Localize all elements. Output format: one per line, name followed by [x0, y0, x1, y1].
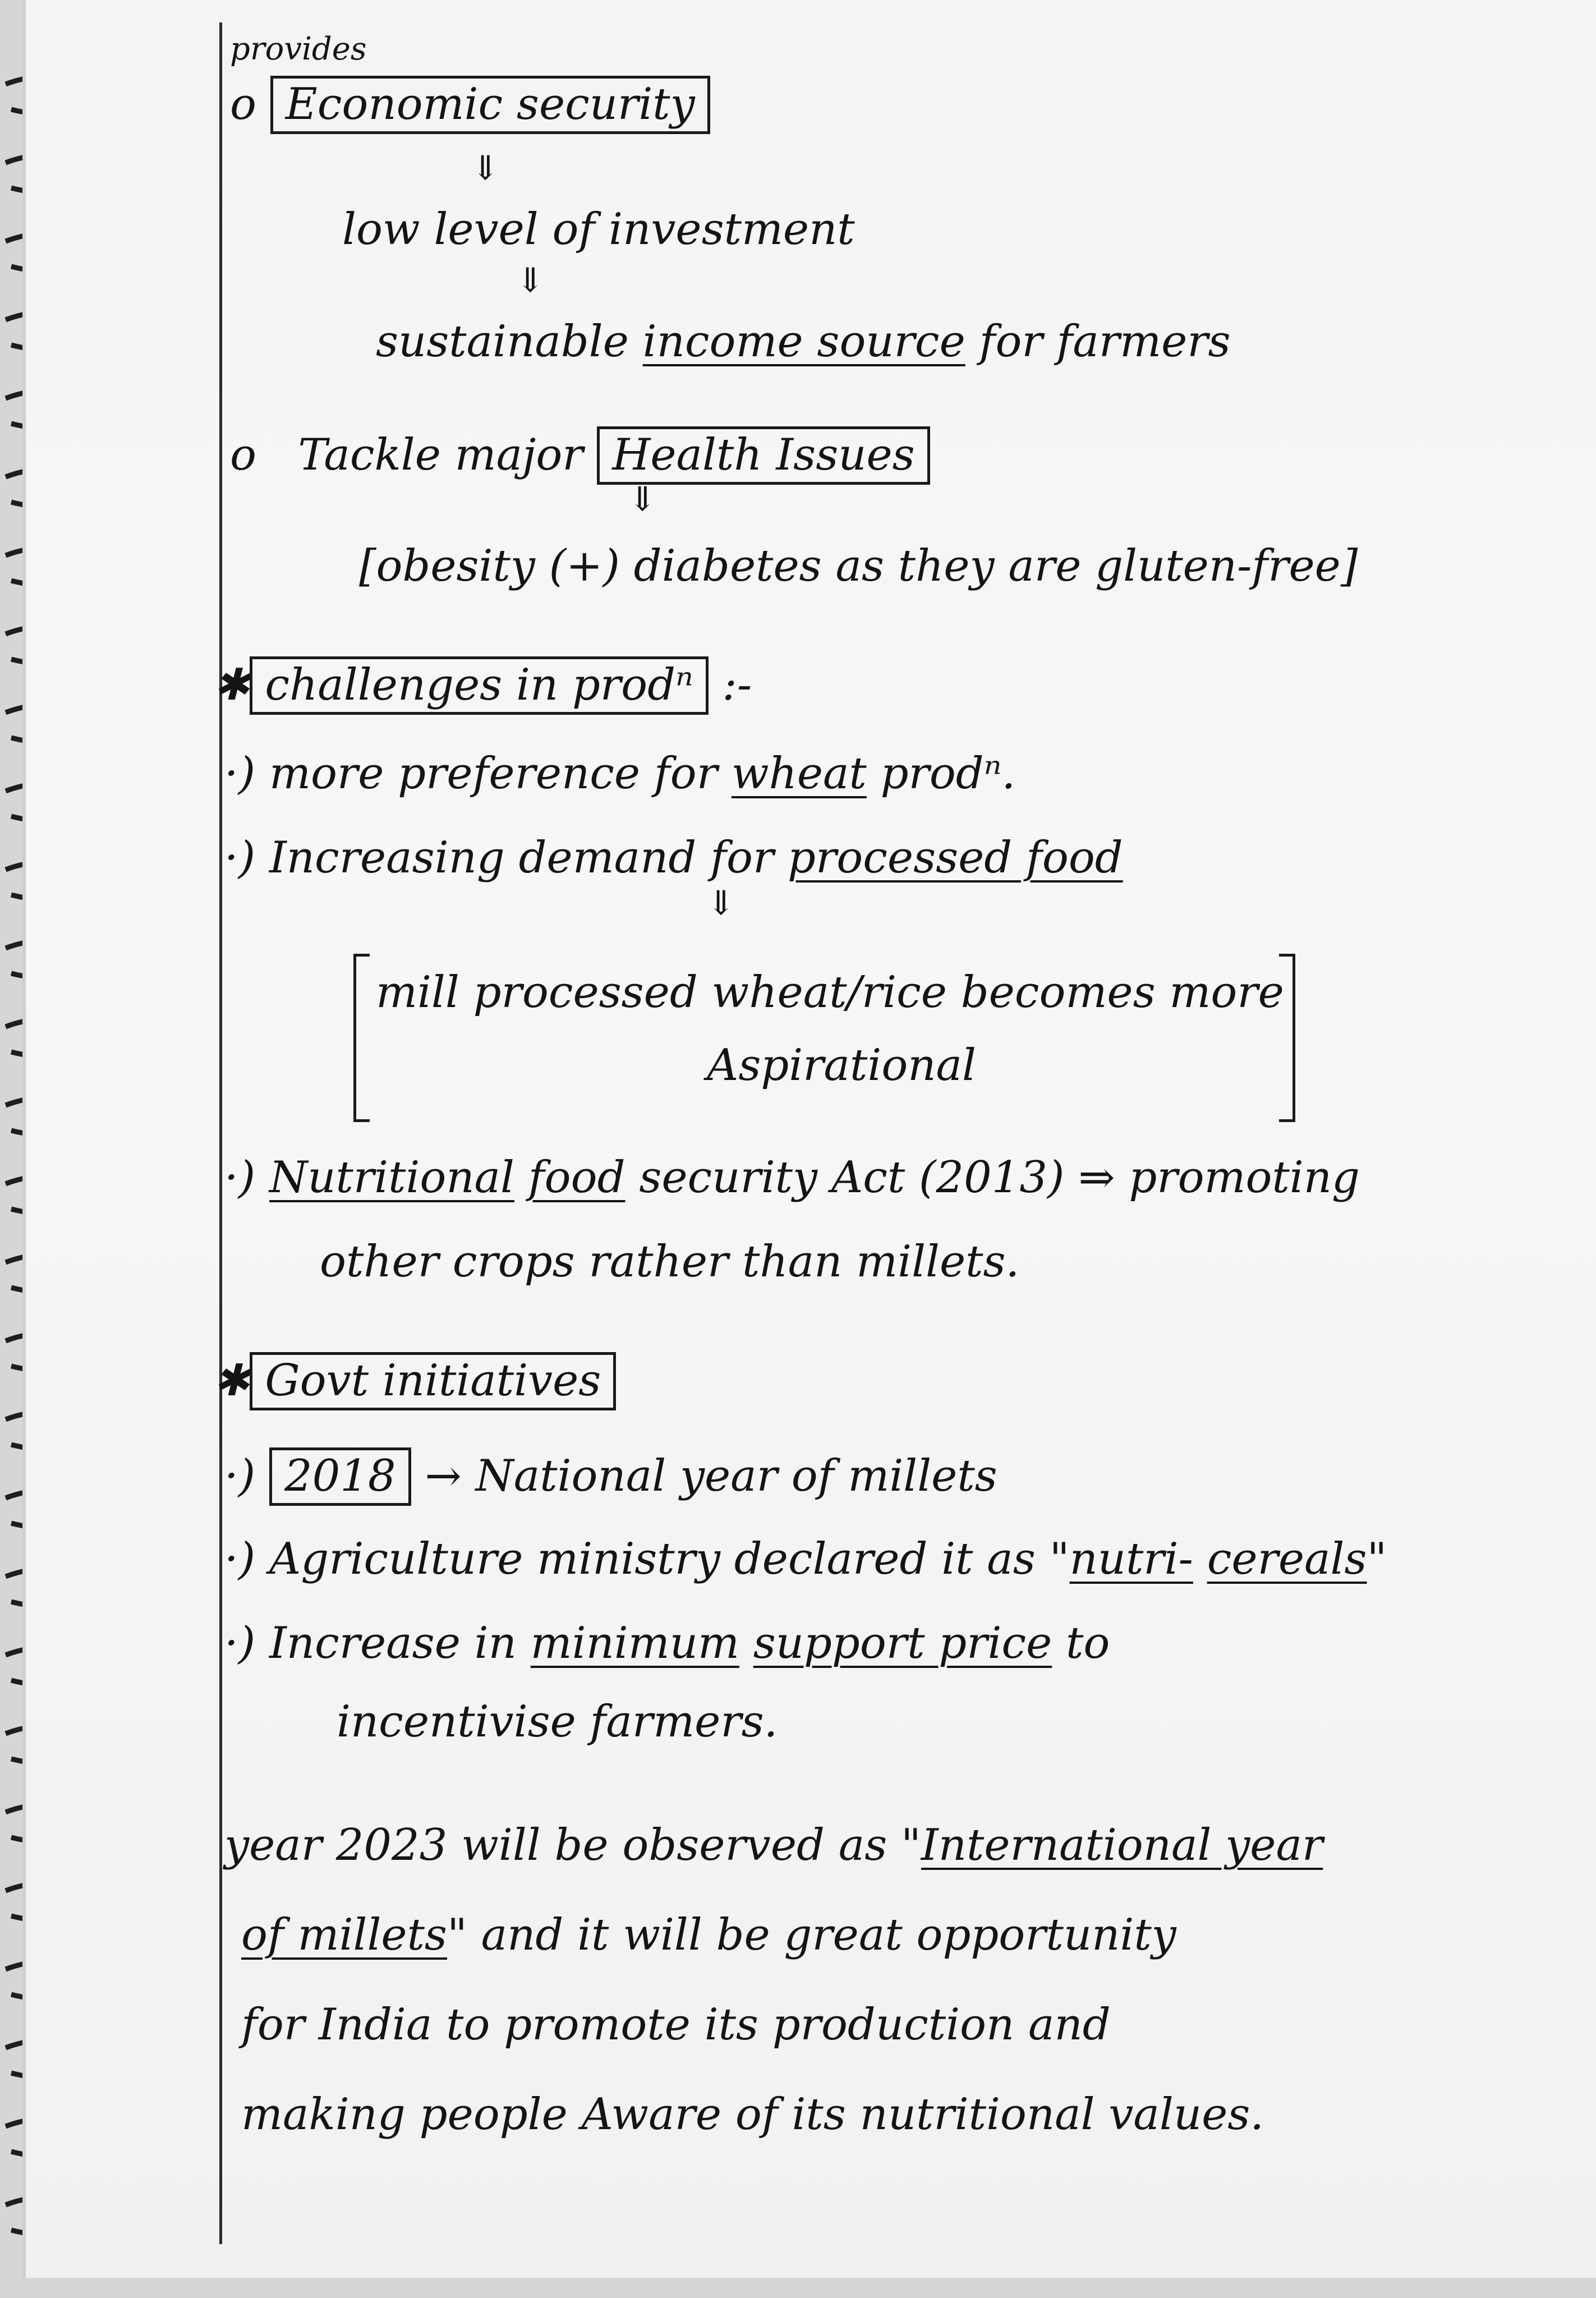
text-fragment: prodⁿ. — [880, 748, 1016, 799]
challenge-bullet-1 — [224, 748, 1016, 799]
underlined-text: wheat — [731, 748, 867, 799]
text-fragment: Tackle major — [298, 430, 583, 480]
text-fragment: to — [1066, 1618, 1110, 1669]
text-fragment: Increase in — [269, 1618, 517, 1669]
bullet-icon: ·) — [224, 1451, 256, 1501]
text-fragment: Act (2013) ⇒ promoting — [831, 1152, 1360, 1203]
underlined-text: food — [528, 1152, 625, 1203]
initiative-bullet-3-line-2: incentivise farmers. — [337, 1697, 778, 1747]
down-arrow-icon: ⇓ — [707, 884, 735, 923]
initiative-bullet-3 — [224, 1618, 1110, 1669]
down-arrow-icon: ⇓ — [471, 149, 500, 188]
challenges-heading-box: challenges in prodⁿ — [250, 656, 708, 715]
text-fragment: Increasing demand for — [269, 833, 774, 883]
underlined-text: Nutritional — [269, 1152, 514, 1203]
underlined-text: nutri- — [1069, 1534, 1193, 1584]
bullet-icon: ·) — [224, 1618, 256, 1669]
bullet-icon: ·) — [224, 1534, 256, 1584]
initiative-bullet-1 — [224, 1447, 997, 1506]
sustainable-income-line — [376, 316, 1231, 367]
challenges-heading-line — [213, 656, 752, 715]
bracket-line-1: mill processed wheat/rice becomes more — [376, 967, 1284, 1018]
star-icon: ✱ — [213, 660, 250, 710]
challenge-bullet-3-line-2: other crops rather than millets. — [320, 1237, 1020, 1287]
text-fragment: for farmers — [979, 316, 1231, 367]
conclusion-line-3: for India to promote its production and — [241, 2000, 1111, 2050]
underlined-text: processed food — [788, 833, 1123, 883]
circle-bullet: o — [230, 430, 298, 480]
circle-bullet: o — [230, 79, 270, 130]
govt-initiatives-heading-line — [213, 1352, 616, 1410]
text-fragment: sustainable — [376, 316, 629, 367]
conclusion-line-2 — [241, 1910, 1176, 1960]
text-fragment: Agriculture ministry declared it as " — [269, 1534, 1070, 1584]
text-fragment: more preference for — [269, 748, 718, 799]
challenge-bullet-2 — [224, 833, 1123, 883]
text-fragment: " — [1367, 1534, 1387, 1584]
challenge-bullet-3 — [224, 1152, 1360, 1203]
obesity-line: [obesity (+) diabetes as they are gluten-free] — [359, 541, 1358, 591]
text-fragment: :- — [722, 660, 752, 710]
bullet-icon: ·) — [224, 833, 256, 883]
underlined-text: cereals — [1207, 1534, 1367, 1584]
low-investment-text: low level of investment — [342, 204, 855, 255]
economic-security-line — [230, 76, 710, 134]
year-2018-box: 2018 — [269, 1447, 411, 1506]
underlined-text: International year — [921, 1820, 1323, 1870]
underlined-text: support price — [753, 1618, 1052, 1669]
text-fragment: " and it will be great opportunity — [447, 1910, 1176, 1960]
left-bracket — [353, 954, 370, 1122]
conclusion-line-1 — [224, 1820, 1323, 1870]
conclusion-line-4: making people Aware of its nutritional values. — [241, 2089, 1264, 2140]
text-fragment: → National year of millets — [425, 1451, 997, 1501]
underlined-text: of millets — [241, 1910, 447, 1960]
text-fragment: year 2023 will be observed as " — [224, 1820, 921, 1870]
health-issues-box: Health Issues — [597, 426, 930, 485]
right-bracket — [1279, 954, 1295, 1122]
star-icon: ✱ — [213, 1355, 250, 1406]
down-arrow-icon: ⇓ — [516, 261, 545, 300]
bracket-line-2: Aspirational — [707, 1040, 976, 1091]
economic-security-box: Economic security — [270, 76, 710, 134]
underlined-text: income source — [642, 316, 965, 367]
initiative-bullet-2 — [224, 1534, 1387, 1584]
text-fragment: security — [639, 1152, 818, 1203]
tackle-health-line — [230, 426, 930, 485]
down-arrow-icon: ⇓ — [628, 480, 657, 519]
notes-content — [213, 22, 1560, 2255]
govt-initiatives-box: Govt initiatives — [250, 1352, 616, 1410]
bullet-icon: ·) — [224, 748, 256, 799]
underlined-text: minimum — [530, 1618, 739, 1669]
obesity-text: obesity (+) diabetes as they are gluten-free — [376, 541, 1341, 591]
bullet-icon: ·) — [224, 1152, 256, 1203]
provides-label: provides — [230, 31, 367, 67]
